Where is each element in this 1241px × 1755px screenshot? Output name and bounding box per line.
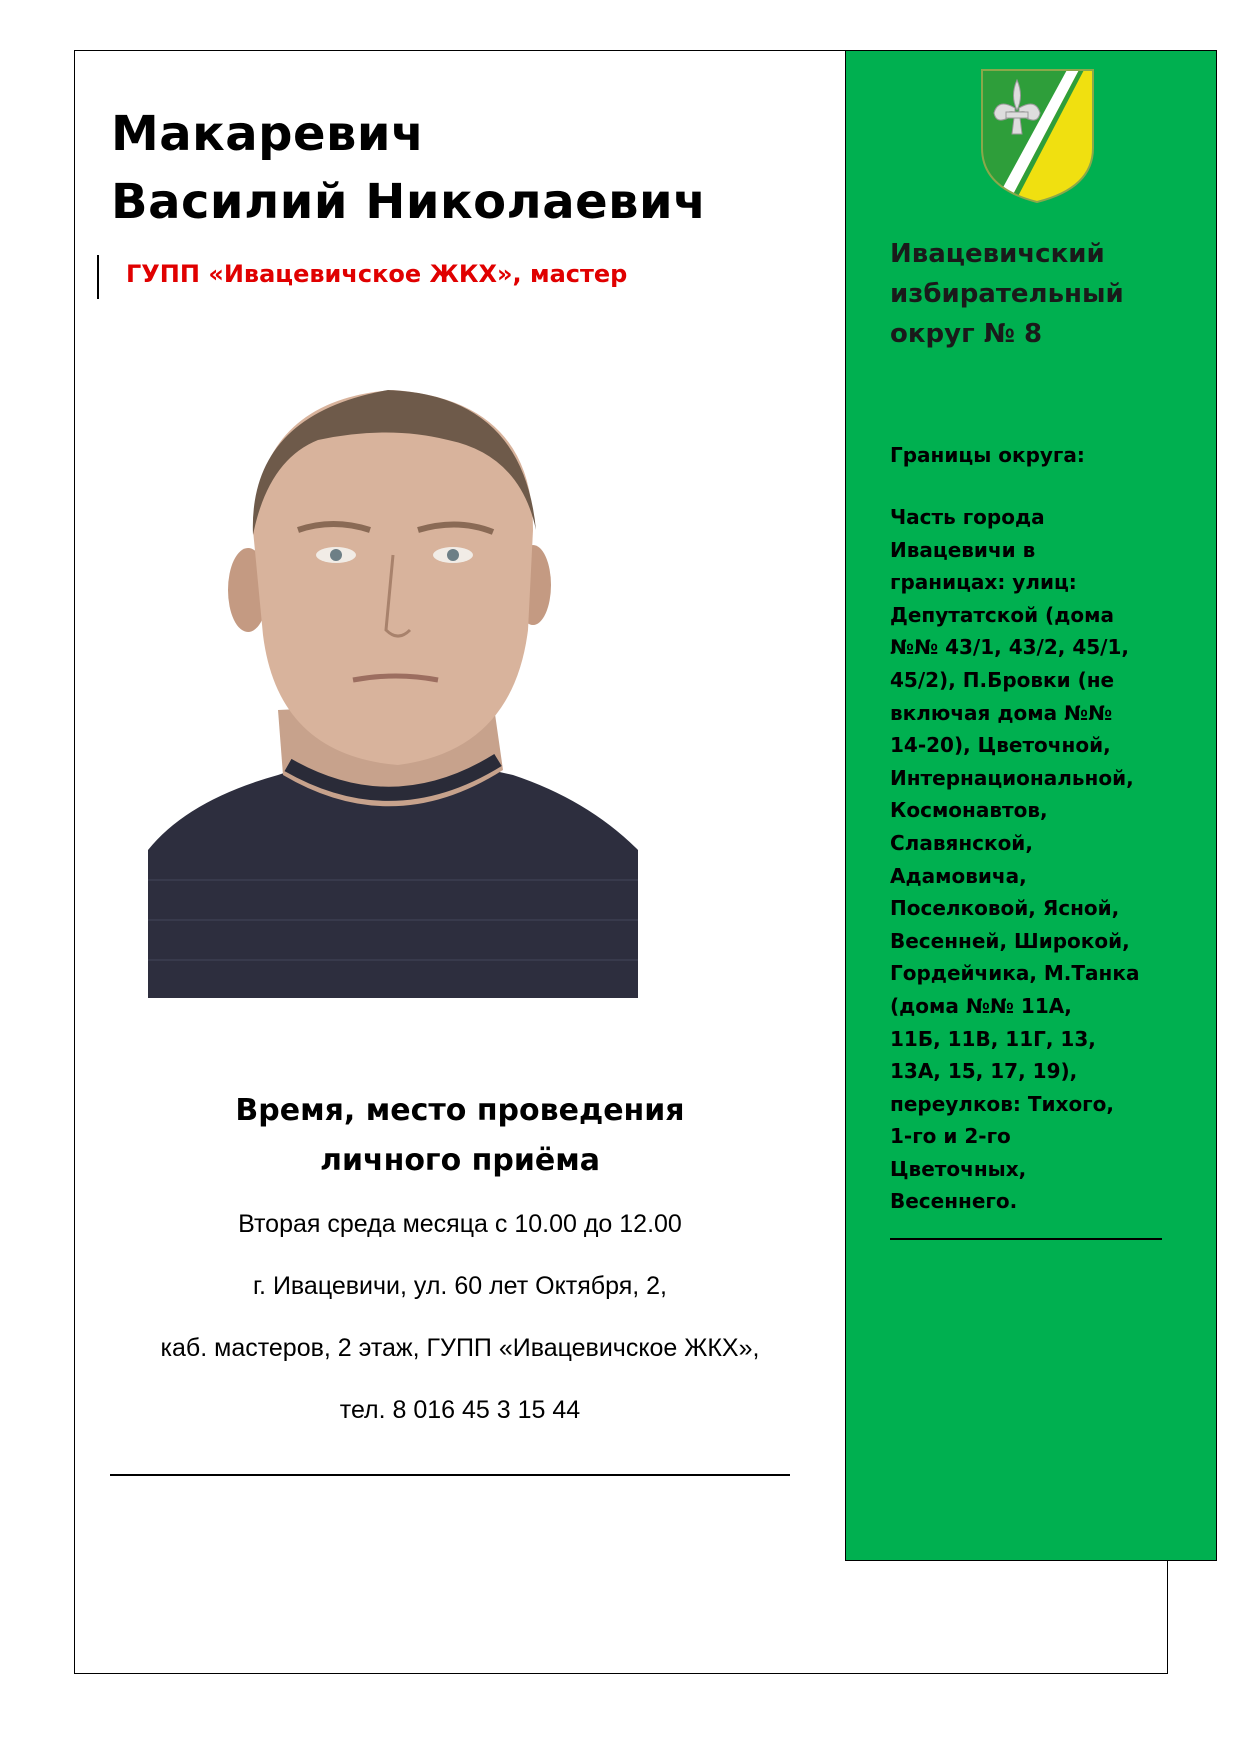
position-bar [97,255,99,299]
district-line1: Ивацевичский [890,239,1105,269]
bounds-line: Адамовича, [890,863,1027,888]
bounds-line: 45/2), П.Бровки (не [890,667,1115,692]
bounds-line: Космонавтов, [890,798,1048,823]
reception-title-line2: личного приёма [320,1143,600,1178]
reception-phone: тел. 8 016 45 3 15 44 [339,1396,581,1424]
bounds-line: Поселковой, Ясной, [890,896,1120,921]
bounds-line: 13А, 15, 17, 19), [890,1059,1078,1084]
candidate-given-names: Василий Николаевич [111,174,707,230]
district-line3: округ № 8 [890,319,1043,349]
bounds-line: 11Б, 11В, 11Г, 13, [890,1026,1096,1051]
bounds-line: Весеннего. [890,1189,1018,1214]
bounds-line: Ивацевичи в [890,537,1036,562]
reception-address: г. Ивацевичи, ул. 60 лет Октября, 2, [252,1272,667,1300]
bounds-line: 14-20), Цветочной, [890,733,1111,758]
bounds-title: Границы округа: [890,443,1085,467]
coat-of-arms-icon [980,68,1095,204]
bounds-line: включая дома №№ [890,700,1113,725]
reception-time: Вторая среда месяца с 10.00 до 12.00 [238,1210,682,1238]
bounds-line: Весенней, Широкой, [890,928,1130,953]
reception-title-line1: Время, место проведения [235,1093,685,1128]
sidebar-divider-line [890,1238,1162,1240]
bounds-description [890,501,1210,1218]
bounds-line: Гордейчика, М.Танка [890,961,1140,986]
candidate-position: ГУПП «Ивацевичское ЖКХ», мастер [126,260,628,288]
portrait-photo [148,380,638,998]
reception-room: каб. мастеров, 2 этаж, ГУПП «Ивацевичское ЖКХ», [160,1334,760,1362]
district-line2: избирательный [890,279,1124,309]
candidate-surname: Макаревич [111,106,425,162]
bounds-line: (дома №№ 11А, [890,993,1072,1018]
divider-line [110,1474,790,1476]
bounds-line: Славянской, [890,830,1033,855]
bounds-line: границах: улиц: [890,570,1077,595]
bounds-line: Часть города [890,505,1045,529]
reception-title [110,1086,810,1186]
district-name [890,234,1210,354]
bounds-line: 1-го и 2-го [890,1124,1011,1149]
bounds-line: №№ 43/1, 43/2, 45/1, [890,635,1129,660]
candidate-name [111,100,831,236]
bounds-line: Интернациональной, [890,765,1134,790]
bounds-line: Депутатской (дома [890,602,1114,627]
bounds-line: переулков: Тихого, [890,1091,1114,1116]
bounds-line: Цветочных, [890,1156,1027,1181]
